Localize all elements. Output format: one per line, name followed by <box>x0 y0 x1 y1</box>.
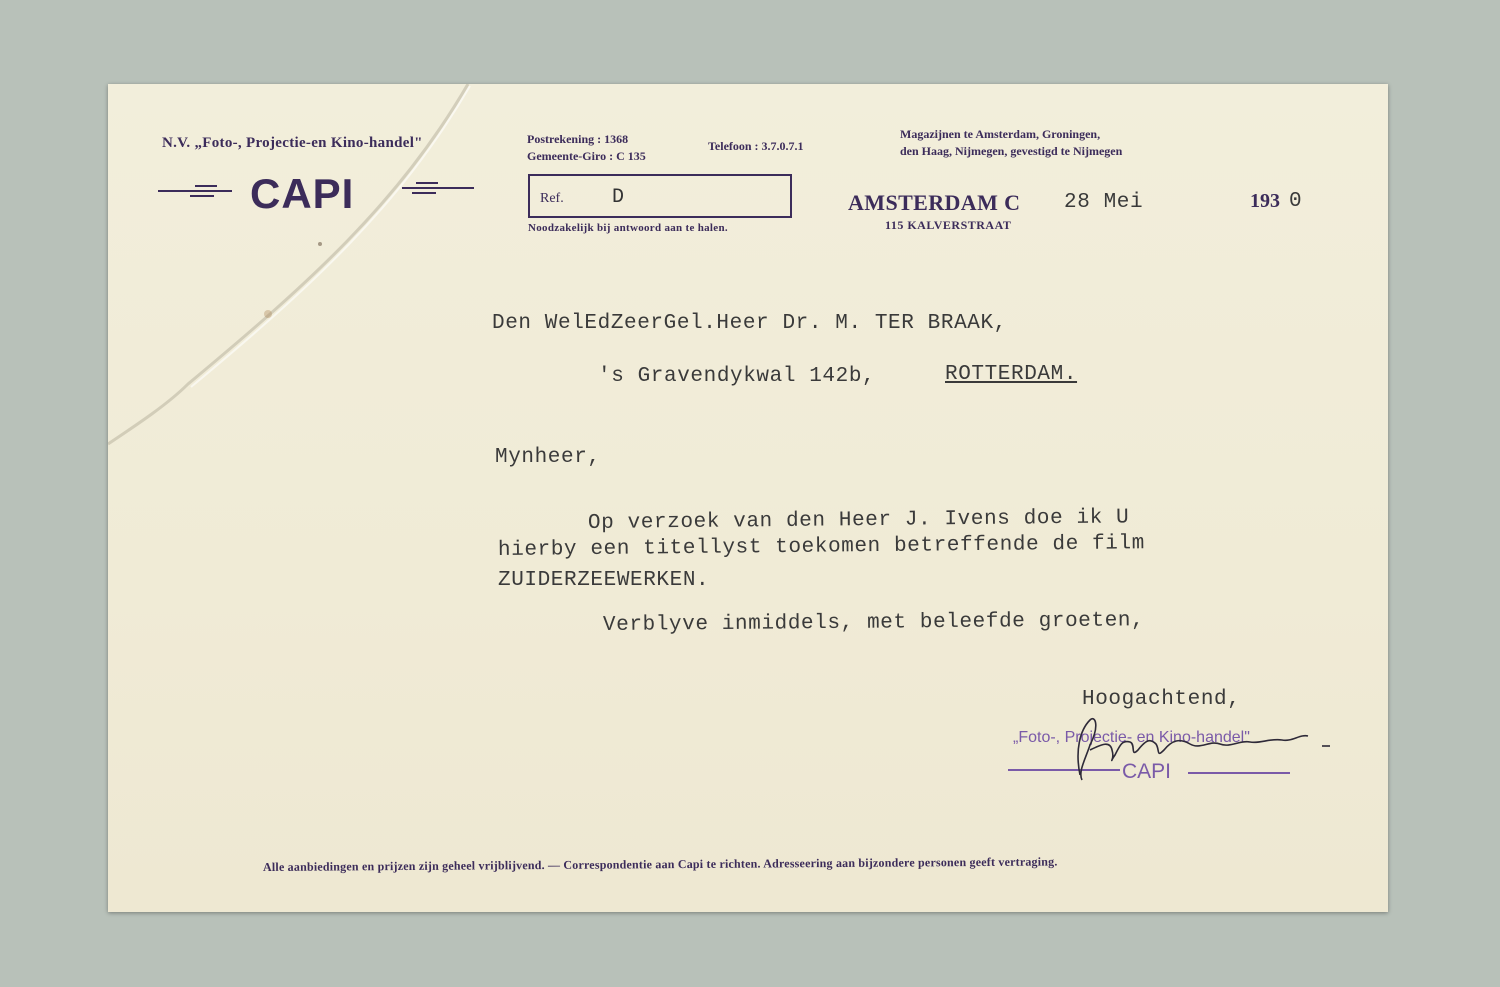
postrekening: Postrekening : 1368 <box>527 132 629 146</box>
gemeente-giro: Gemeente-Giro : C 135 <box>527 149 646 163</box>
street-address: 115 KALVERSTRAAT <box>885 218 1012 232</box>
ref-value: D <box>612 186 625 209</box>
year-typed: 0 <box>1289 190 1303 213</box>
logo-wing-right-short <box>416 182 438 184</box>
reference-box <box>528 174 792 218</box>
closing-line: Verblyve inmiddels, met beleefde groeten, <box>602 609 1145 637</box>
address-city: ROTTERDAM. <box>945 363 1078 386</box>
body-line-1: Op verzoek van den Heer J. Ivens doe ik U <box>587 506 1130 535</box>
date-typed: 28 Mei <box>1064 191 1144 214</box>
city: AMSTERDAM C <box>848 190 1021 215</box>
ref-note: Noodzakelijk bij antwoord aan te halen. <box>528 222 728 234</box>
telefoon: Telefoon : 3.7.0.7.1 <box>708 139 804 153</box>
valediction: Hoogachtend, <box>1082 688 1241 711</box>
handwritten-signature <box>1060 710 1340 790</box>
logo-wing-left-short2 <box>190 195 214 197</box>
logo-wing-left <box>158 190 232 192</box>
company-logo: CAPI <box>250 170 355 217</box>
year-printed: 193 <box>1250 190 1280 212</box>
addressee: Den WelEdZeerGel.Heer Dr. M. TER BRAAK, <box>492 312 1007 335</box>
logo-wing-right-short2 <box>412 192 436 194</box>
salutation: Mynheer, <box>495 446 601 469</box>
logo-wing-left-short <box>195 185 217 187</box>
stamp-line-2: CAPI <box>1122 760 1172 783</box>
stamp-line-1: „Foto-, Projectie- en Kino-handel" <box>1013 729 1250 746</box>
company-name: N.V. „Foto-, Projectie-en Kino-handel" <box>162 135 423 151</box>
logo-wing-right <box>402 187 474 189</box>
magazijnen-line-2: den Haag, Nijmegen, gevestigd te Nijmegen <box>900 144 1123 158</box>
ref-label: Ref. <box>540 191 564 206</box>
footer-terms: Alle aanbiedingen en prijzen zijn geheel vrijblijvend. — Correspondentie aan Capi te richten. Adresseering aan bijzondere personen geeft vertraging. <box>262 854 1058 874</box>
body-line-2: hierby een titellyst toekomen betreffende de film <box>497 532 1145 562</box>
body-line-3: ZUIDERZEEWERKEN. <box>498 569 710 592</box>
magazijnen-line-1: Magazijnen te Amsterdam, Groningen, <box>900 127 1101 141</box>
address-street: 's Gravendykwal 142b, <box>598 365 876 388</box>
